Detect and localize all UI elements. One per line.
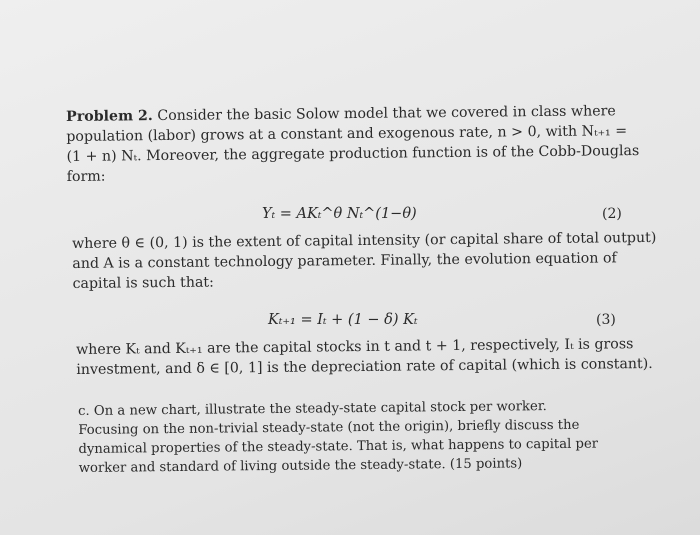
middle-line-3: capital is such that: <box>72 274 214 292</box>
problem-middle <box>72 228 657 294</box>
after-line-2: investment, and δ ∈ [0, 1] is the depreciation rate of capital (which is constant). <box>76 355 653 378</box>
middle-line-1: where θ ∈ (0, 1) is the extent of capital intensity (or capital share of total output) <box>72 229 657 252</box>
part-c-line-2: Focusing on the non-trivial steady-state (not the origin), briefly discuss the <box>78 417 580 438</box>
production-function-equation: Yₜ = AKₜ^θ Nₜ^(1−θ) <box>262 206 417 222</box>
problem-after <box>76 334 653 380</box>
problem-intro <box>66 101 640 187</box>
after-line-1: where Kₜ and Kₜ₊₁ are the capital stocks in t and t + 1, respectively, Iₜ is gross <box>76 336 634 358</box>
intro-line-1: Problem 2. Consider the basic Solow model that we covered in class where <box>66 103 616 125</box>
part-c-line-4: worker and standard of living outside the steady-state. (15 points) <box>78 456 523 476</box>
intro-line-4: form: <box>66 168 106 185</box>
equation-3-number: (3) <box>596 312 616 328</box>
capital-evolution-equation: Kₜ₊₁ = Iₜ + (1 − δ) Kₜ <box>268 312 418 328</box>
intro-line-3: (1 + n) Nₜ. Moreover, the aggregate production function is of the Cobb-Douglas <box>66 142 640 165</box>
intro-line-2: population (labor) grows at a constant and exogenous rate, n > 0, with Nₜ₊₁ = <box>66 123 628 145</box>
part-c-line-1: c. On a new chart, illustrate the steady-state capital stock per worker. <box>78 399 547 419</box>
equation-2-number: (2) <box>602 206 622 222</box>
middle-line-2: and A is a constant technology parameter. Finally, the evolution equation of <box>72 250 617 272</box>
part-c-question <box>78 396 624 478</box>
part-c-line-3: dynamical properties of the steady-state. That is, what happens to capital per <box>78 436 599 457</box>
problem-label: Problem 2. <box>66 108 153 125</box>
